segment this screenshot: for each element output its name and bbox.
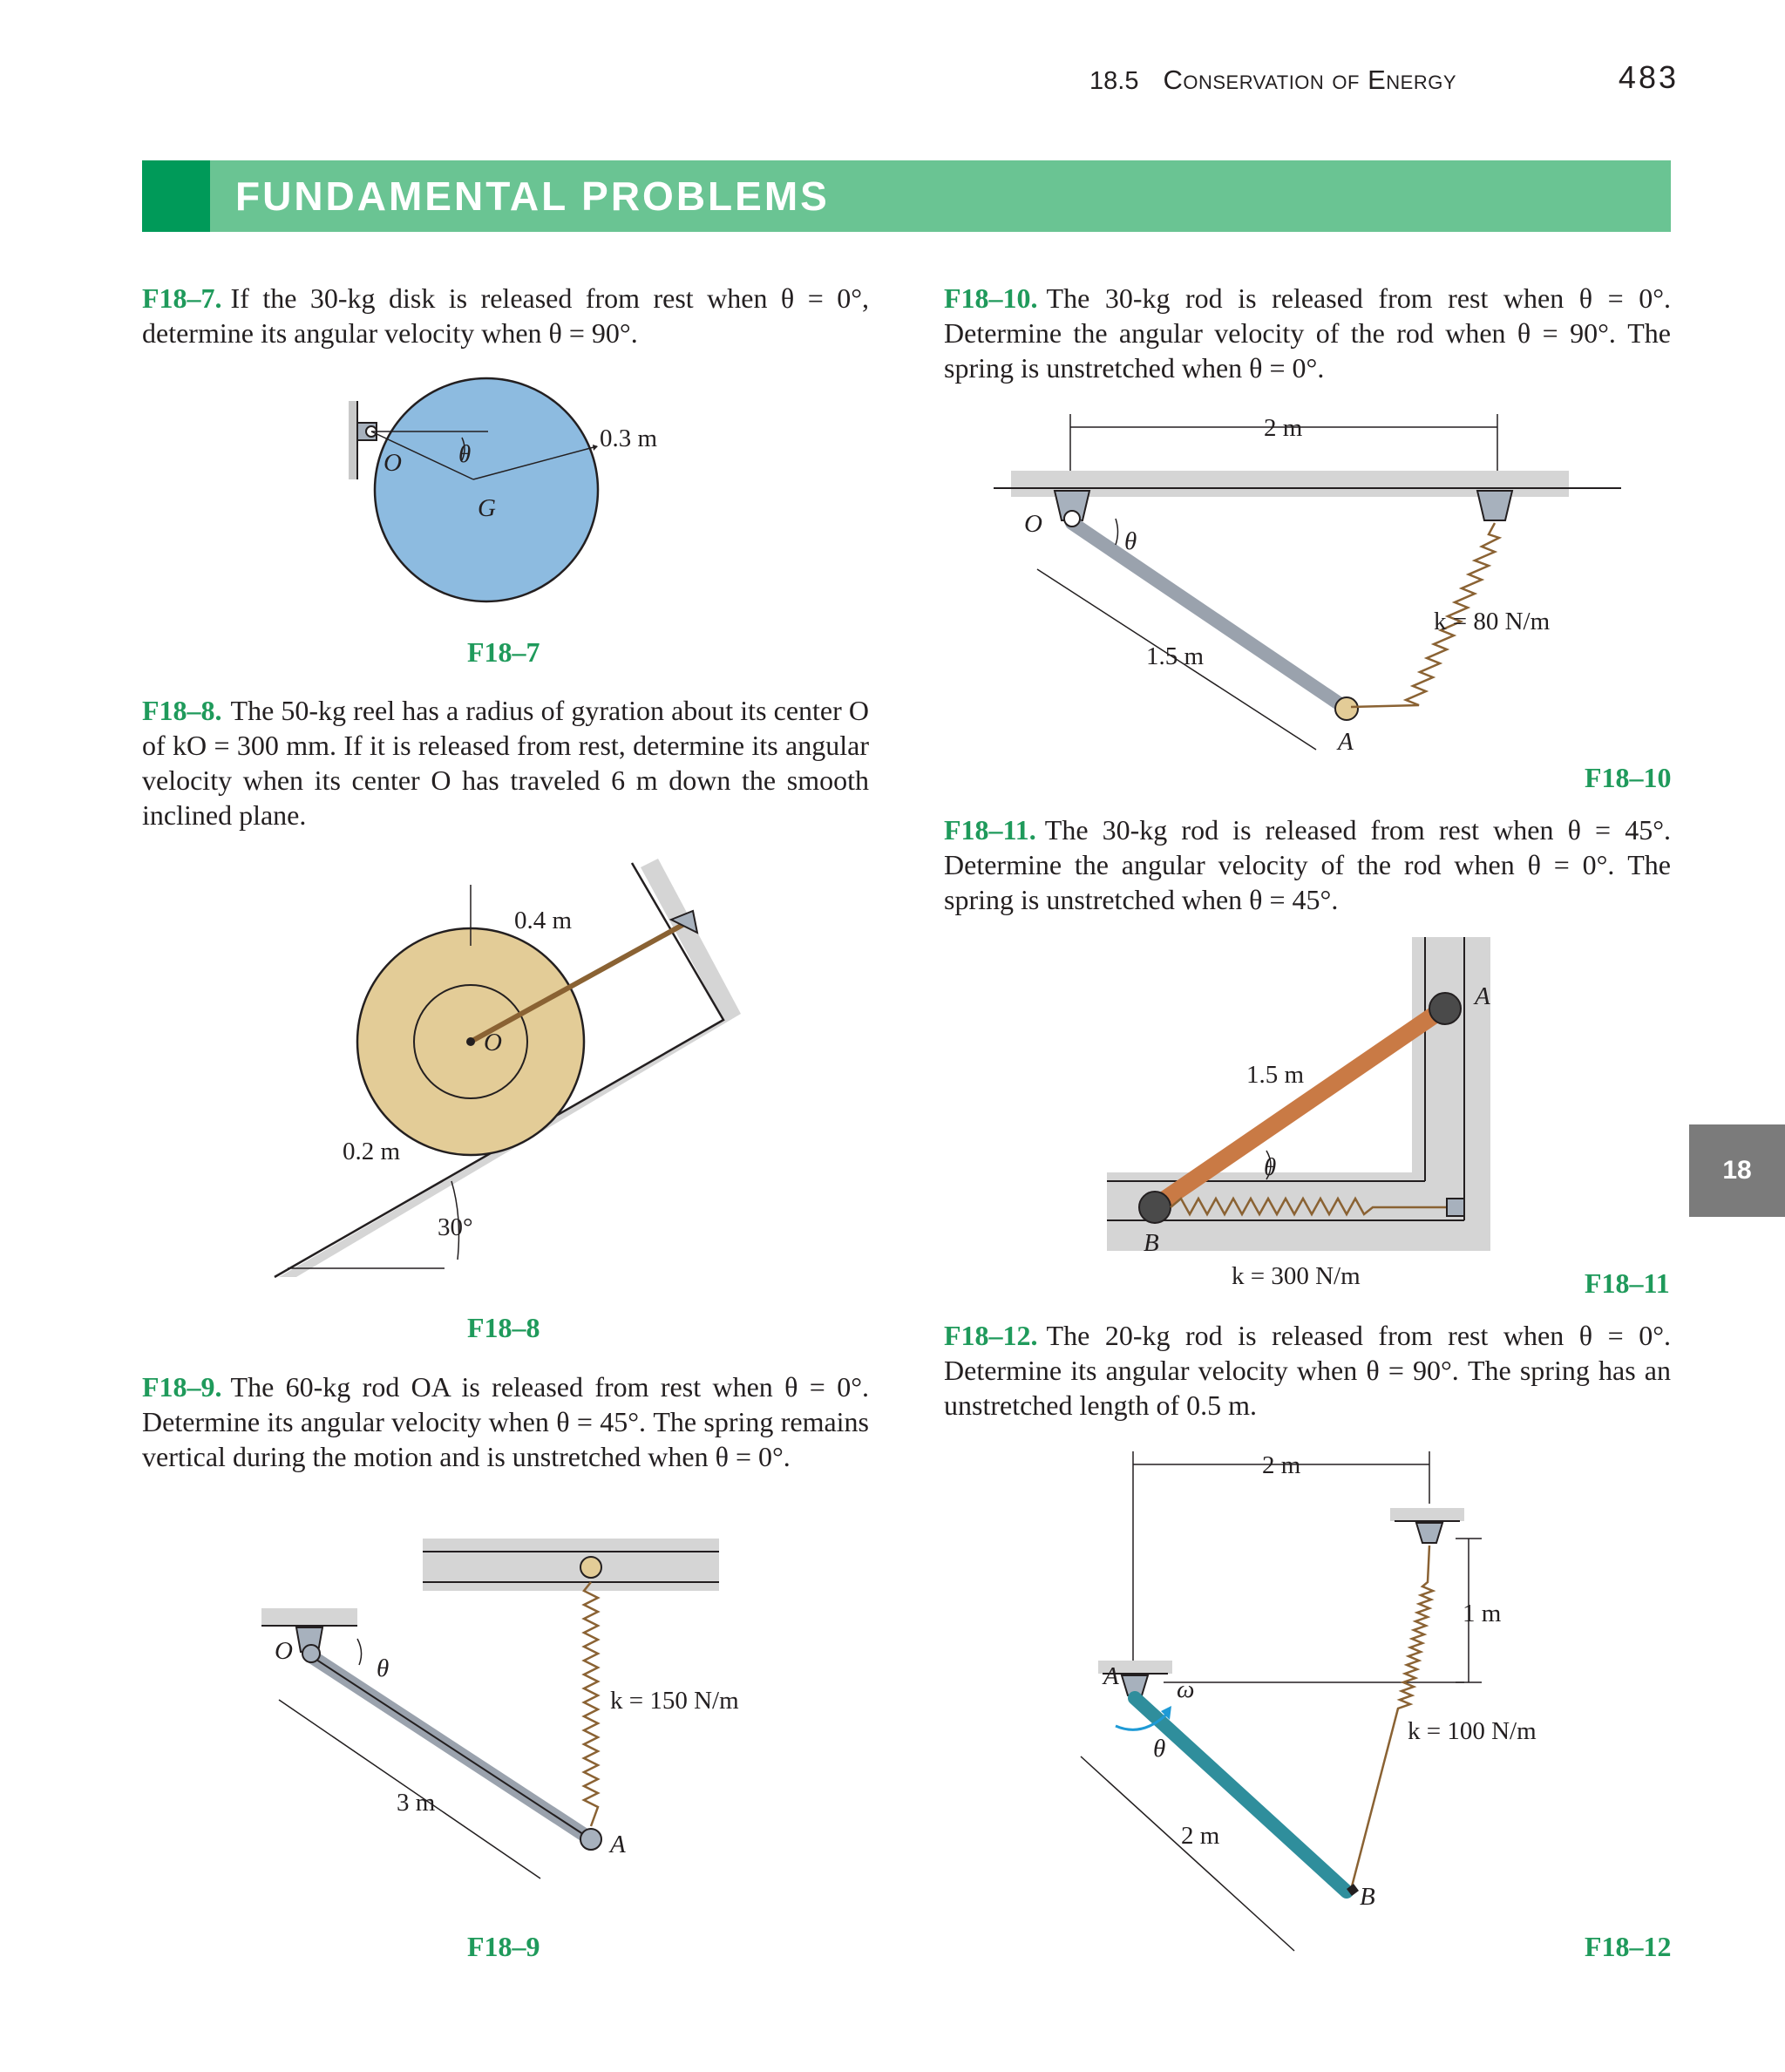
length-label: 1.5 m [1146,642,1205,670]
problem-id: F18–8. [142,695,222,726]
omega-label: ω [1177,1675,1195,1703]
length-label: 2 m [1181,1822,1220,1850]
problem-f18-7 [142,281,869,350]
spring-support [1477,491,1512,520]
span-label: 2 m [1262,1451,1301,1479]
length-label: 1.5 m [1246,1061,1305,1089]
problem-f18-12 [944,1318,1671,1423]
spring-constant-label: k = 80 N/m [1434,608,1551,635]
problem-id: F18–9. [142,1371,222,1403]
bottom-label: B [1144,1229,1159,1257]
page-number: 483 [1618,59,1679,95]
top-label: A [1475,982,1490,1010]
problem-id: F18–12. [944,1320,1038,1351]
problem-text: The 20-kg rod is released from rest when θ = 0°. Determine its angular velocity when θ = 90°. The spring has an unstretched length of 0.5 m. [944,1320,1671,1421]
spring-constant-label: k = 100 N/m [1408,1717,1537,1745]
incline-angle-label: 30° [438,1213,473,1241]
figure-f18-11 [1107,937,1543,1290]
problem-text: The 30-kg rod is released from rest when θ = 0°. Determine the angular velocity of the rod when θ = 90°. The spring is unstretched when θ = 0°. [944,282,1671,384]
pivot-label: O [275,1637,293,1665]
figure-caption: F18–8 [467,1312,540,1343]
figure-caption: F18–9 [467,1931,540,1962]
spring-constant-label: k = 150 N/m [610,1687,739,1715]
problem-f18-10 [944,281,1671,385]
section-banner [142,160,1671,232]
figure-f18-8 [270,859,741,1286]
problem-id: F18–11. [944,814,1036,846]
problem-f18-11 [944,812,1671,917]
figure-caption: F18–12 [1585,1931,1672,1962]
angle-label: θ [458,440,472,468]
figure-caption: F18–7 [467,636,540,668]
end-label: A [610,1831,626,1858]
section-title: Conservation of Energy [1163,65,1456,95]
angle-label: θ [1153,1735,1166,1763]
problem-text: The 30-kg rod is released from rest when θ = 45°. Determine the angular velocity of the rod when θ = 0°. The spring is unstretched when θ = 45°. [944,814,1671,915]
banner-accent-block [142,160,210,232]
center-label: O [484,1029,502,1056]
pivot-label: A [1103,1662,1119,1690]
length-label: 3 m [397,1789,436,1817]
problem-id: F18–7. [142,282,222,314]
radius-label: 0.3 m [600,425,658,452]
span-label: 2 m [1264,414,1303,442]
end-label: A [1338,728,1354,756]
angle-label: θ [1264,1153,1277,1181]
problem-f18-9 [142,1369,869,1474]
end-label: B [1360,1883,1375,1911]
rod [1135,1698,1347,1892]
problem-text: The 60-kg rod OA is released from rest when θ = 0°. Determine its angular velocity when θ = 45°. The spring remains vertical during the motion and is unstretched when θ = 0°. [142,1371,869,1472]
roller-a [1429,993,1461,1024]
figure-caption: F18–11 [1585,1267,1670,1299]
spring-support [1416,1523,1442,1543]
outer-radius-label: 0.4 m [514,907,573,934]
spring-constant-label: k = 300 N/m [1232,1262,1361,1290]
figure-f18-7 [331,384,697,628]
figure-f18-10 [985,405,1630,763]
problem-f18-8 [142,693,869,832]
height-label: 1 m [1463,1600,1502,1627]
problem-text: The 50-kg reel has a radius of gyration about its center O of kO = 300 mm. If it is released from rest, determine its angular velocity when its center O has traveled 6 m down the smooth inclined plane. [142,695,869,831]
angle-label: θ [1124,527,1137,555]
problem-text: If the 30-kg disk is released from rest when θ = 0°, determine its angular velocity when θ = 90°. [142,282,869,349]
section-number: 18.5 [1089,67,1139,95]
chapter-tab: 18 [1689,1124,1785,1217]
banner-title: FUNDAMENTAL PROBLEMS [235,173,830,219]
spring [584,1582,598,1826]
center-label: G [478,494,496,522]
running-head [1089,65,1483,96]
pivot-label: O [383,449,402,477]
wall-hatch [349,401,357,479]
inner-radius-label: 0.2 m [343,1138,401,1165]
pivot-label: O [1024,510,1042,538]
figure-f18-9 [261,1530,739,1905]
figure-caption: F18–10 [1585,762,1672,793]
figure-f18-12 [1063,1443,1551,1931]
angle-label: θ [377,1654,390,1682]
rod [1164,1011,1440,1200]
disk [375,378,598,601]
problem-id: F18–10. [944,282,1038,314]
roller-b [1139,1192,1171,1223]
